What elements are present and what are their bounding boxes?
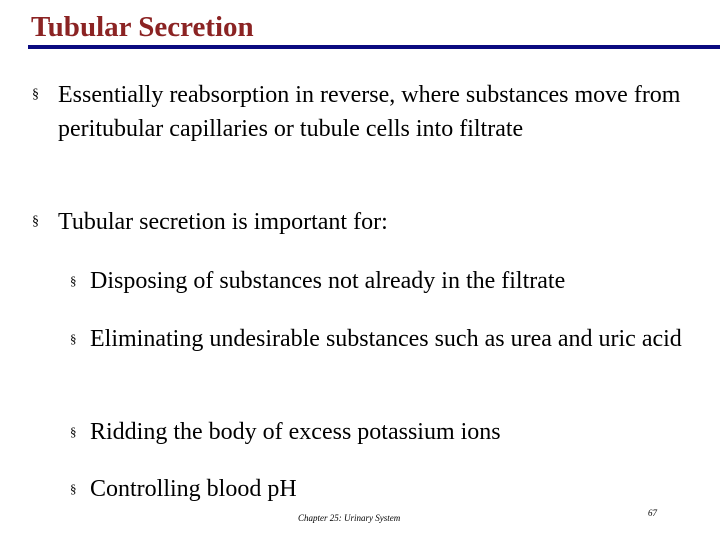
sub-bullet-item — [70, 322, 702, 356]
sub-bullet-text: Eliminating undesirable substances such as urea and uric acid — [90, 326, 682, 352]
bullet-marker-icon: § — [70, 331, 77, 346]
title-underline — [28, 45, 720, 49]
sub-bullet-text: Disposing of substances not already in the filtrate — [90, 268, 566, 294]
bullet-item — [32, 78, 702, 146]
sub-bullet-text: Ridding the body of excess potassium ions — [90, 419, 501, 445]
sub-bullet-item — [70, 415, 702, 449]
sub-bullet-text: Controlling blood pH — [90, 476, 297, 502]
sub-bullet-item — [70, 472, 702, 506]
bullet-text: Tubular secretion is important for: — [58, 209, 388, 235]
bullet-text: Essentially reabsorption in reverse, where substances move from peritubular capillaries or tubule cells into filtrate — [58, 82, 681, 142]
sub-bullet-item — [70, 264, 702, 298]
bullet-marker-icon: § — [70, 481, 77, 496]
slide-title: Tubular Secretion — [31, 11, 254, 43]
page-number: 67 — [648, 508, 657, 518]
bullet-marker-icon: § — [32, 87, 39, 102]
bullet-item — [32, 205, 702, 239]
bullet-marker-icon: § — [70, 273, 77, 288]
footer-chapter: Chapter 25: Urinary System — [298, 513, 401, 523]
bullet-marker-icon: § — [70, 424, 77, 439]
bullet-marker-icon: § — [32, 214, 39, 229]
